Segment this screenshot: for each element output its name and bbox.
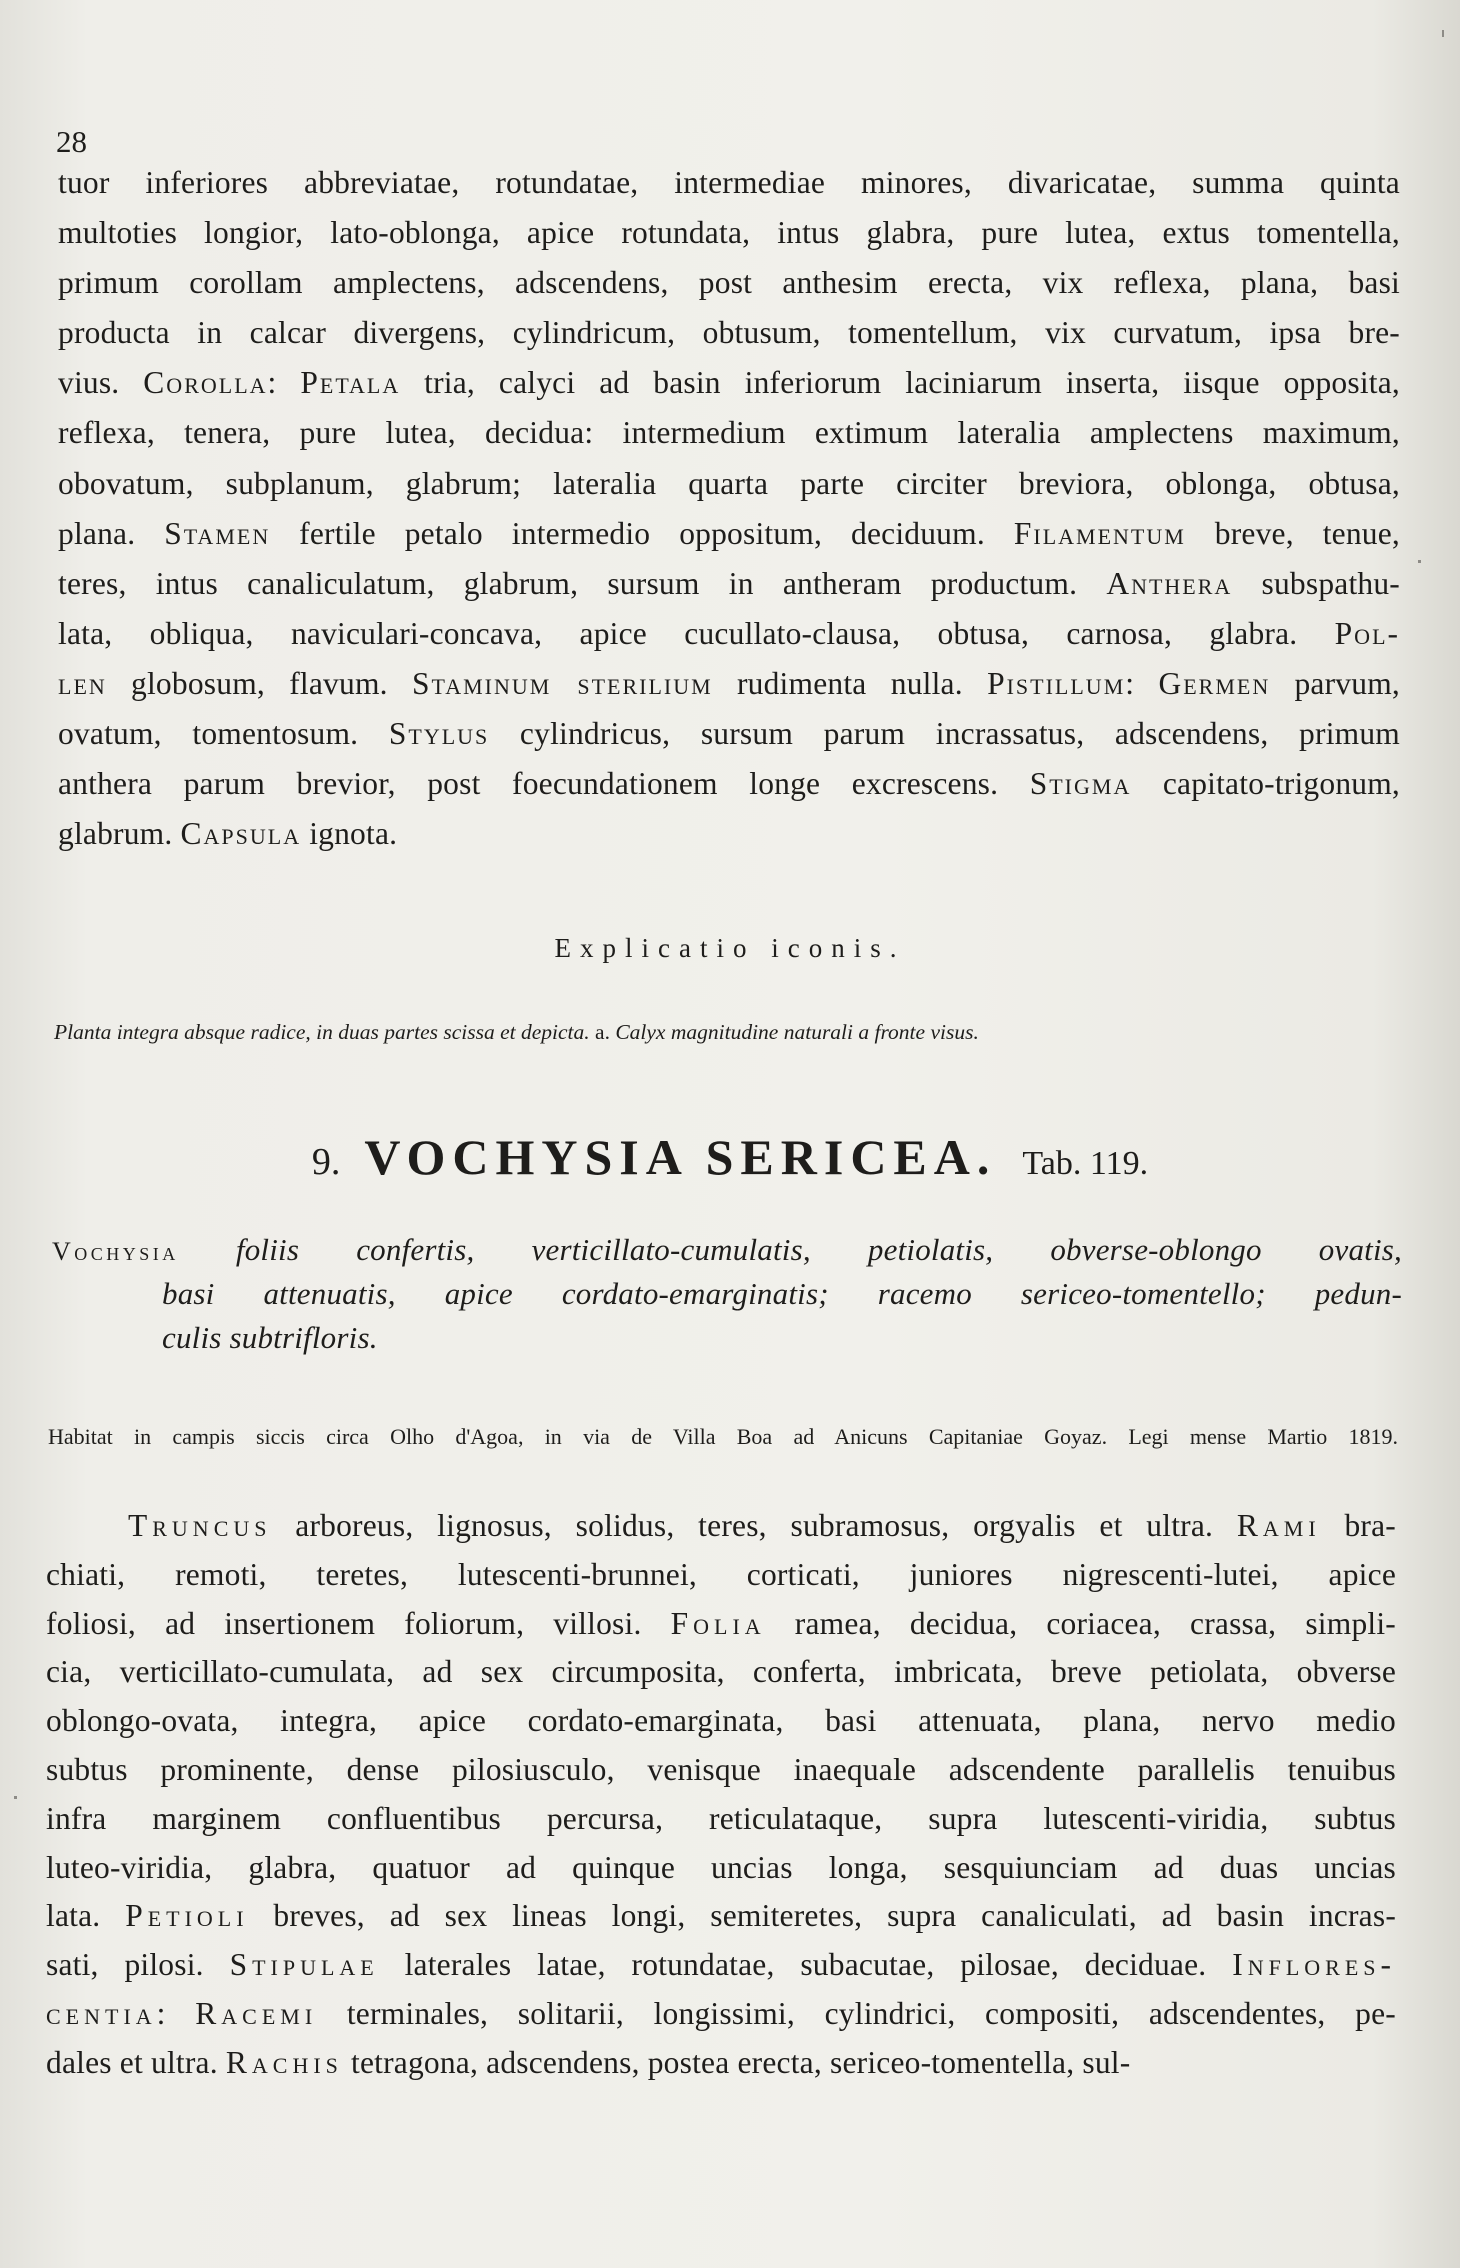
diagnosis-text: culis subtrifloris. [162, 1320, 378, 1355]
text-line: oblongo-ovata, integra, apice cordato-emarginata, basi attenuata, plana, nervo medio [46, 1703, 1396, 1739]
text-line: centia: Racemi terminales, solitarii, longissimi, cylindrici, compositi, adscendentes, pe- [46, 1995, 1396, 2031]
paper-speck [1418, 560, 1421, 563]
text-line: lata. Petioli breves, ad sex lineas longi, semiteretes, supra canaliculati, ad basin incras- [46, 1898, 1397, 1934]
explicatio-heading: Explicatio iconis. [554, 933, 906, 963]
description-main [46, 1502, 1396, 2088]
text-line: reflexa, tenera, pure lutea, decidua: intermedium extimum lateralia amplectens maximum, [58, 415, 1400, 451]
text-line: producta in calcar divergens, cylindricum, obtusum, tomentellum, vix curvatum, ipsa bre- [58, 315, 1400, 351]
text-line: ovatum, tomentosum. Stylus cylindricus, sursum parum incrassatus, adscendens, primum [58, 716, 1401, 752]
diagnosis-line [52, 1228, 1402, 1272]
text-line: cia, verticillato-cumulata, ad sex circumposita, conferta, imbricata, breve petiolata, obverse [46, 1654, 1396, 1690]
text-line: primum corollam amplectens, adscendens, post anthesim erecta, vix reflexa, plana, basi [58, 265, 1400, 301]
text-line: plana. Stamen fertile petalo intermedio oppositum, deciduum. Filamentum breve, tenue, [58, 515, 1401, 551]
diagnosis-text: foliis confertis, verticillato-cumulatis, petiolatis, obverse-oblongo ovatis, [235, 1232, 1402, 1267]
description-continued [58, 158, 1400, 859]
explicatio-text-part3: Calyx magnitudine naturali a fronte visus. [615, 1020, 979, 1044]
text-line: tuor inferiores abbreviatae, rotundatae, intermediae minores, divaricatae, summa quinta [58, 165, 1400, 200]
diagnosis-genus: Vochysia [52, 1237, 179, 1266]
text-line: lata, obliqua, naviculari-concava, apice cucullato-clausa, obtusa, carnosa, glabra. Pol- [58, 615, 1400, 651]
species-diagnosis [52, 1228, 1402, 1360]
diagnosis-line [52, 1316, 1402, 1360]
explicatio-text-part1: Planta integra absque radice, in duas partes scissa et depicta. [54, 1020, 590, 1044]
explicatio-text [54, 1020, 1354, 1045]
text-line: foliosi, ad insertionem foliorum, villosi. Folia ramea, decidua, coriacea, crassa, simpli- [46, 1605, 1396, 1641]
species-number: 9. [311, 1141, 341, 1183]
text-line: len globosum, flavum. Staminum sterilium rudimenta nulla. Pistillum: Germen parvum, [58, 665, 1400, 701]
paper-speck [14, 1796, 17, 1799]
text-line: glabrum. Capsula ignota. [58, 816, 398, 852]
text-line: obovatum, subplanum, glabrum; lateralia quarta parte circiter breviora, oblonga, obtusa, [58, 465, 1400, 501]
text-line: subtus prominente, dense pilosiusculo, venisque inaequale adscendente parallelis tenuibus [46, 1751, 1396, 1787]
species-tab-reference: Tab. 119. [1022, 1145, 1149, 1182]
diagnosis-text: basi attenuatis, apice cordato-emarginatis; racemo sericeo-tomentello; pedun- [162, 1276, 1402, 1311]
text-line: Truncus arboreus, lignosus, solidus, teres, subramosus, orgyalis et ultra. Rami bra- [128, 1508, 1396, 1543]
species-heading [0, 1128, 1460, 1186]
text-line: teres, intus canaliculatum, glabrum, sursum in antheram productum. Anthera subspathu- [58, 565, 1400, 601]
text-line: infra marginem confluentibus percursa, reticulataque, supra lutescenti-viridia, subtus [46, 1800, 1396, 1836]
text-line: vius. Corolla: Petala tria, calyci ad basin inferiorum laciniarum inserta, iisque opposita, [58, 365, 1400, 401]
habitat-note: Habitat in campis siccis circa Olho d'Agoa, in via de Villa Boa ad Anicuns Capitaniae Goyaz. Legi mense Martio 1819. [48, 1424, 1398, 1449]
text-line: luteo-viridia, glabra, quatuor ad quinque uncias longa, sesquiunciam ad duas uncias [46, 1849, 1396, 1885]
explicatio-text-part2: a. [595, 1020, 610, 1044]
species-name: VOCHYSIA SERICEA. [364, 1129, 997, 1185]
text-line: chiati, remoti, teretes, lutescenti-brunnei, corticati, juniores nigrescenti-lutei, apice [46, 1556, 1396, 1592]
text-line: multoties longior, lato-oblonga, apice rotundata, intus glabra, pure lutea, extus tomentella, [58, 215, 1400, 251]
text-line: sati, pilosi. Stipulae laterales latae, rotundatae, subacutae, pilosae, deciduae. Inflores- [46, 1947, 1396, 1983]
text-line: dales et ultra. Rachis tetragona, adscendens, postea erecta, sericeo-tomentella, sul- [46, 2044, 1131, 2080]
text-line: anthera parum brevior, post foecundationem longe excrescens. Stigma capitato-trigonum, [58, 766, 1400, 802]
diagnosis-line [52, 1272, 1402, 1316]
paper-speck [1442, 30, 1444, 37]
page-number: 28 [56, 124, 87, 159]
